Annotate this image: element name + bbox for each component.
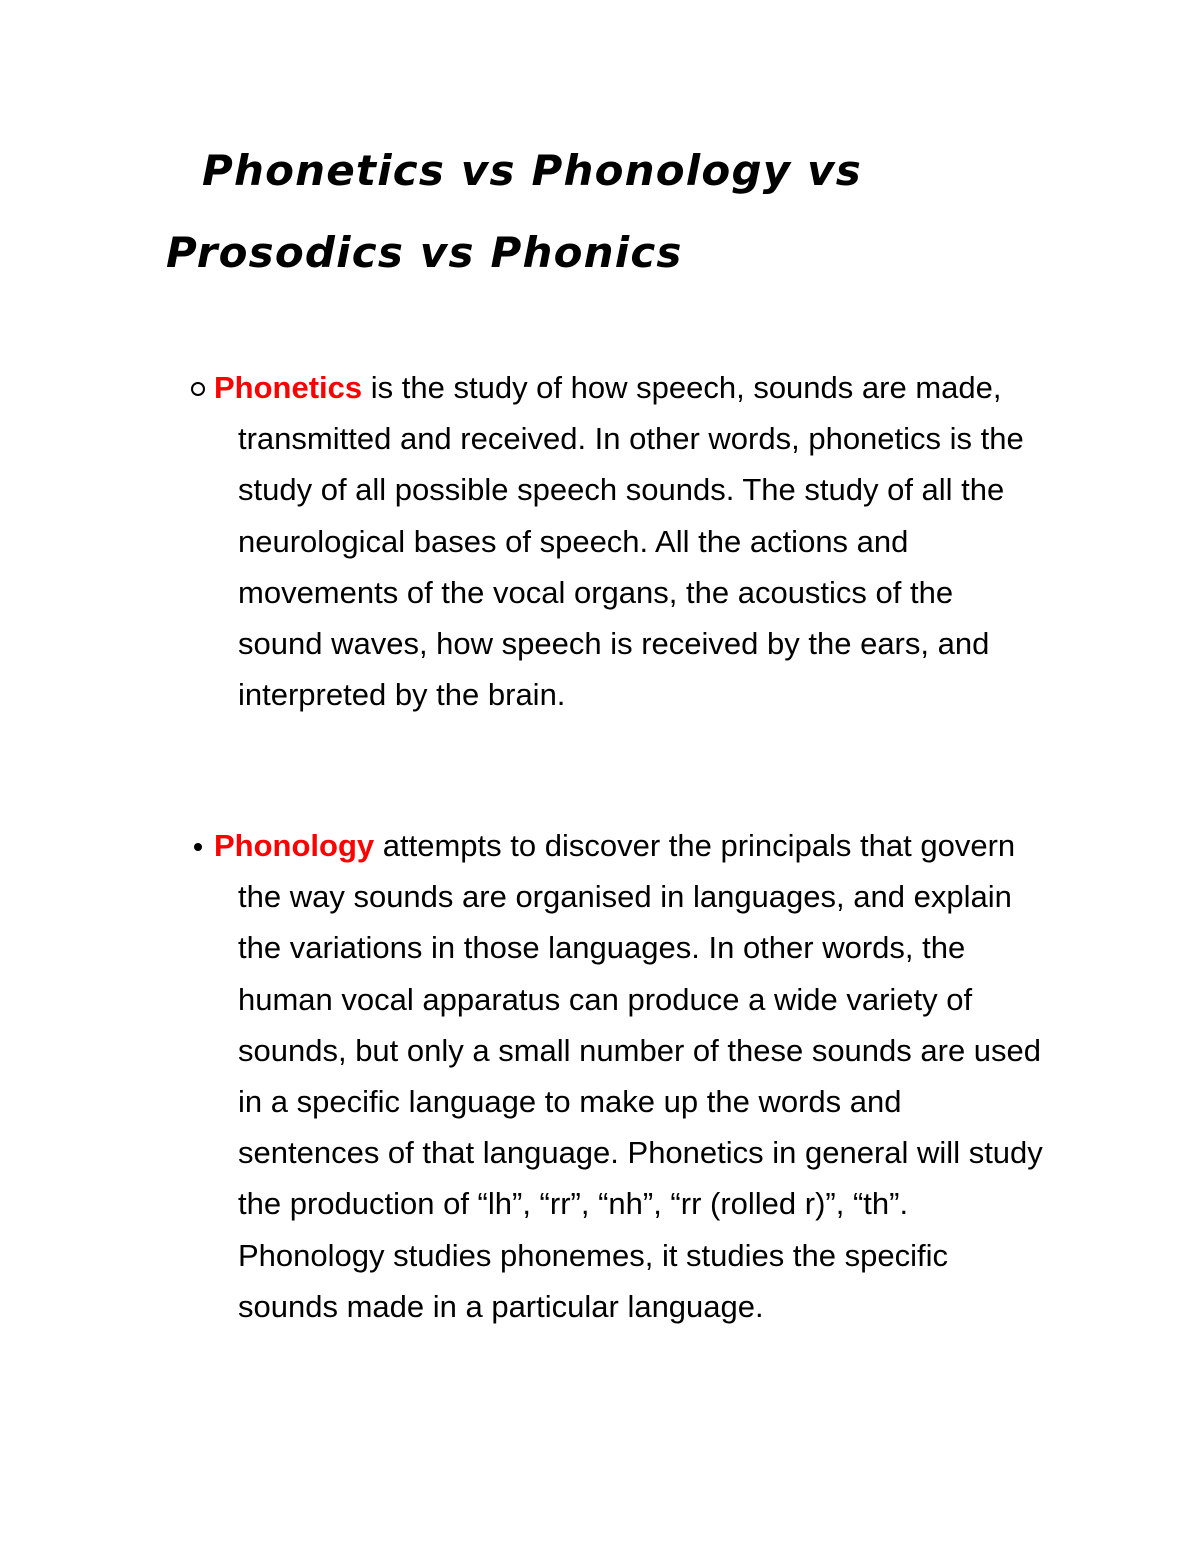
- list-item-text-block: [214, 820, 1046, 1332]
- list-item-phonetics: [166, 362, 1046, 720]
- phonetics-definition: is the study of how speech, sounds are made, transmitted and received. In other words, phonetics is the study of all possible speech sounds. The study of all the neurological bases of speech. All the actions and movements of the vocal organs, the acoustics of the sound waves, how speech is received by the ears, and interpreted by the brain.: [238, 370, 1024, 713]
- list-item-text-block: [214, 362, 1046, 720]
- phonology-definition: attempts to discover the principals that govern the way sounds are organised in languages, and explain the variations in those languages. In other words, the human vocal apparatus can produce a wide variety of sounds, but only a small number of these sounds are used in a specific language to make up the words and sentences of that language. Phonetics in general will study the production of “lh”, “rr”, “nh”, “rr (rolled r)”, “th”. Phonology studies phonemes, it studies the specific sounds made in a particular language.: [238, 828, 1043, 1324]
- list-item-phonology: [166, 820, 1046, 1332]
- hollow-circle-bullet-icon: [190, 362, 214, 413]
- document-title: Phonetics vs Phonology vs Prosodics vs Phonics: [166, 146, 862, 277]
- filled-dot-bullet-icon: [190, 820, 214, 871]
- term-phonetics: Phonetics: [214, 370, 363, 405]
- term-phonology: Phonology: [214, 828, 375, 863]
